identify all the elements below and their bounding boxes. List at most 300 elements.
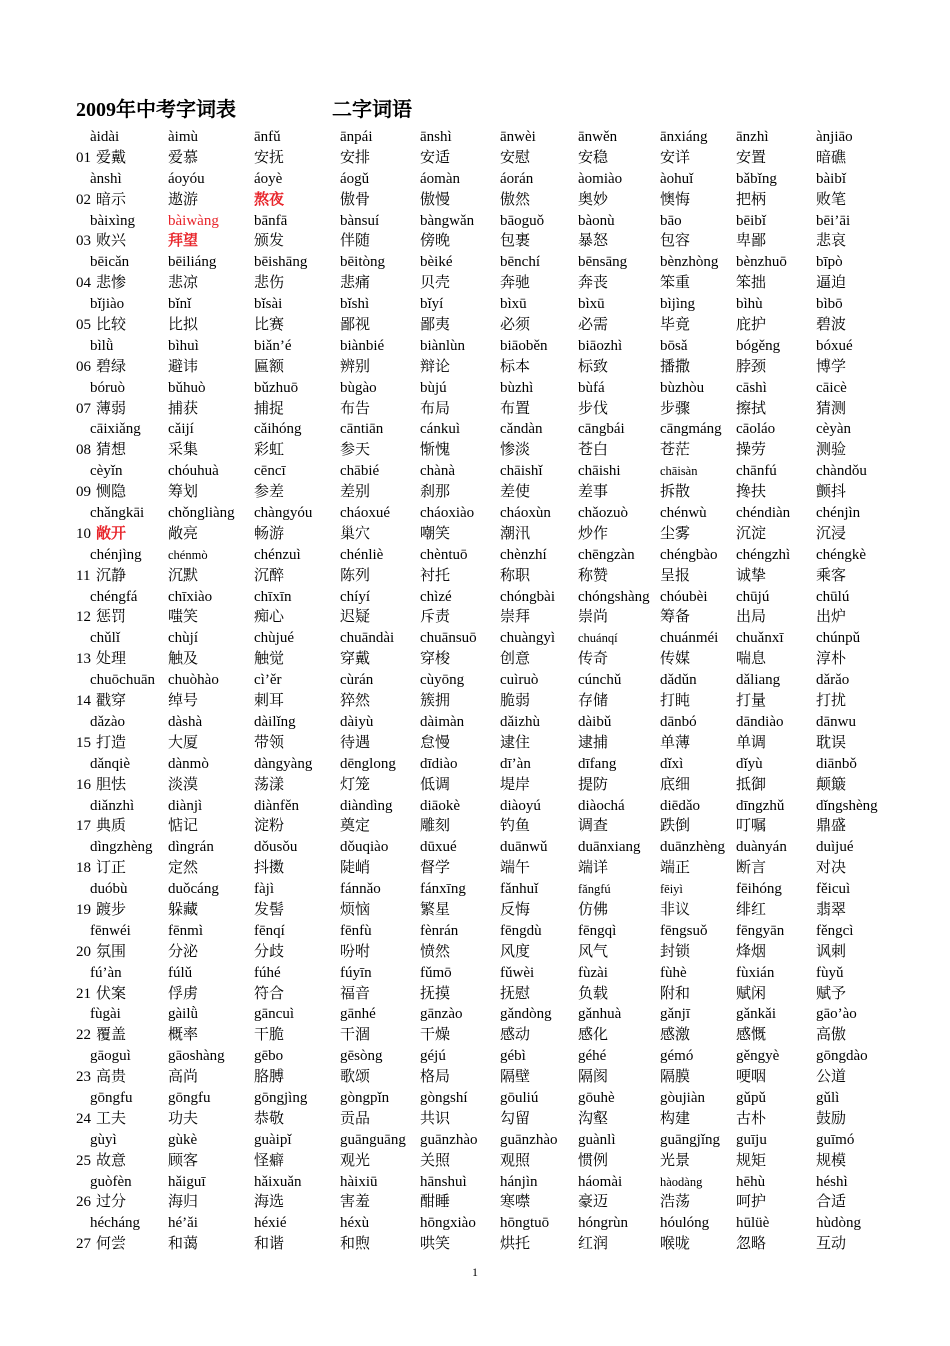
word-cell: 簇拥 — [420, 693, 451, 710]
pinyin-cell: biāozhì — [578, 337, 623, 354]
word-cell: 反悔 — [500, 901, 531, 918]
pinyin-cell: chàngyóu — [254, 505, 313, 522]
word-cell: 悲凉 — [168, 275, 199, 292]
pinyin-cell: gòujiàn — [660, 1089, 705, 1106]
word-row — [0, 1234, 950, 1255]
word-cell: 嗤笑 — [168, 609, 199, 626]
word-cell: 故意 — [96, 1152, 127, 1169]
word-cell: 浩荡 — [660, 1194, 691, 1211]
pinyin-cell: cì’ěr — [254, 672, 282, 689]
pinyin-cell: diāokè — [420, 797, 460, 814]
word-cell: 构建 — [660, 1110, 691, 1127]
pinyin-cell: fǔmō — [420, 964, 452, 981]
pinyin-cell: guānguāng — [340, 1131, 406, 1148]
word-cell: 猝然 — [340, 693, 371, 710]
pinyin-cell: fēnmì — [168, 922, 203, 939]
word-cell: 悲惨 — [96, 275, 127, 292]
pinyin-cell: gōuliú — [500, 1089, 539, 1106]
pinyin-cell: chànà — [420, 463, 455, 480]
pinyin-cell: hàixiū — [340, 1173, 378, 1190]
word-cell: 安置 — [736, 149, 767, 166]
pinyin-cell: ānfǔ — [254, 129, 281, 145]
pinyin-cell: héxù — [340, 1215, 370, 1232]
word-cell: 惯例 — [578, 1152, 609, 1169]
word-cell: 标本 — [500, 358, 531, 375]
pinyin-cell: chānfú — [736, 463, 777, 480]
pinyin-cell: dānwu — [816, 713, 856, 730]
pinyin-cell: bēitòng — [340, 254, 385, 271]
word-cell: 怪癖 — [254, 1152, 285, 1169]
word-cell: 沉醉 — [254, 567, 285, 584]
word-cell: 绯红 — [736, 901, 767, 918]
word-cell: 打盹 — [660, 693, 691, 710]
pinyin-cell: cēncī — [254, 463, 286, 480]
pinyin-cell: cúnchǔ — [578, 672, 622, 689]
pinyin-cell: diànjì — [168, 797, 203, 814]
pinyin-cell: gāncuì — [254, 1006, 294, 1023]
word-cell: 鄙夷 — [420, 317, 451, 334]
word-cell: 打扰 — [816, 693, 847, 710]
word-cell: 碧波 — [816, 317, 847, 334]
pinyin-row — [0, 921, 950, 942]
pinyin-row — [0, 1172, 950, 1193]
pinyin-cell: chénmò — [168, 547, 208, 562]
row-number: 11 — [76, 567, 91, 584]
pinyin-cell: bǐjiào — [90, 296, 125, 313]
word-row — [0, 524, 950, 545]
row-number: 26 — [76, 1194, 91, 1211]
pinyin-cell: bìjìng — [660, 296, 696, 313]
word-cell: 安详 — [660, 149, 691, 166]
pinyin-cell: cèyàn — [816, 421, 851, 438]
word-cell: 标致 — [578, 358, 609, 375]
word-row — [0, 1025, 950, 1046]
word-cell: 雕刻 — [420, 818, 451, 835]
pinyin-cell: áomàn — [420, 170, 460, 187]
word-row — [0, 1192, 950, 1213]
pinyin-row — [0, 712, 950, 733]
word-cell: 格局 — [420, 1069, 451, 1086]
word-row — [0, 1151, 950, 1172]
word-cell: 炒作 — [578, 525, 609, 542]
word-cell: 过分 — [96, 1194, 127, 1211]
word-cell: 笨拙 — [736, 275, 767, 292]
pinyin-cell: cāixiǎng — [90, 421, 141, 438]
word-cell: 测验 — [816, 442, 847, 459]
word-cell: 暗礁 — [816, 149, 847, 166]
word-cell: 海选 — [254, 1194, 285, 1211]
pinyin-cell: chuòhào — [168, 672, 219, 689]
word-cell: 胳膊 — [254, 1069, 285, 1086]
pinyin-row — [0, 503, 950, 524]
pinyin-cell: bógěng — [736, 337, 781, 354]
word-cell: 播撒 — [660, 358, 691, 375]
word-cell: 哄笑 — [420, 1236, 451, 1253]
word-cell: 互动 — [816, 1236, 847, 1253]
pinyin-cell: fēngdù — [500, 922, 542, 939]
pinyin-cell: géhé — [578, 1048, 607, 1065]
word-cell: 存储 — [578, 693, 609, 710]
pinyin-cell: hóulóng — [660, 1215, 710, 1232]
pinyin-cell: dǎizhù — [500, 713, 540, 730]
row-number: 05 — [76, 317, 91, 334]
word-cell: 必须 — [500, 317, 531, 334]
word-cell: 忽略 — [736, 1236, 767, 1253]
pinyin-cell: chéngbào — [660, 546, 718, 563]
pinyin-cell: dàimàn — [420, 713, 465, 730]
word-cell: 脆弱 — [500, 693, 531, 710]
pinyin-row — [0, 294, 950, 315]
word-cell: 辨别 — [340, 358, 371, 375]
word-cell: 和煦 — [340, 1236, 371, 1253]
pinyin-cell: gǎnhuà — [578, 1006, 622, 1023]
word-row — [0, 315, 950, 336]
word-cell: 抚摸 — [420, 985, 451, 1002]
pinyin-cell: guānzhào — [500, 1131, 558, 1148]
word-cell: 规矩 — [736, 1152, 767, 1169]
word-cell: 安慰 — [500, 149, 531, 166]
word-cell: 共识 — [420, 1110, 451, 1127]
pinyin-cell: chènzhí — [500, 546, 547, 563]
pinyin-cell: gāo’ào — [816, 1006, 857, 1023]
pinyin-cell: áoyóu — [168, 170, 205, 187]
word-cell: 称赞 — [578, 567, 609, 584]
word-cell: 奥妙 — [578, 191, 609, 208]
pinyin-cell: bùjú — [420, 379, 447, 396]
pinyin-cell: chíyí — [340, 588, 370, 605]
word-cell: 傲慢 — [420, 191, 451, 208]
word-cell: 覆盖 — [96, 1027, 127, 1044]
pinyin-cell: guīmó — [816, 1131, 855, 1148]
pinyin-cell: dǎdǔn — [660, 672, 697, 689]
pinyin-cell: bìlǜ — [90, 337, 114, 354]
pinyin-cell: bǐshì — [340, 296, 370, 313]
pinyin-cell: fùhè — [660, 964, 687, 981]
word-row — [0, 691, 950, 712]
word-cell: 贝壳 — [420, 275, 451, 292]
pinyin-cell: fú’àn — [90, 964, 122, 981]
pinyin-cell: dànmò — [168, 755, 209, 772]
pinyin-cell: àomiào — [578, 170, 623, 187]
word-cell: 陡峭 — [340, 860, 371, 877]
pinyin-cell: dǐngshèng — [816, 797, 878, 814]
pinyin-cell: duànyán — [736, 839, 787, 856]
word-cell: 胆怯 — [96, 776, 127, 793]
row-number: 02 — [76, 191, 91, 208]
pinyin-cell: gébì — [500, 1048, 526, 1065]
word-row — [0, 733, 950, 754]
pinyin-cell: bēi’āi — [816, 212, 851, 229]
word-cell: 比拟 — [168, 317, 199, 334]
word-cell: 感激 — [660, 1027, 691, 1044]
word-cell: 避讳 — [168, 358, 199, 375]
word-cell: 傲然 — [500, 191, 531, 208]
word-row — [0, 858, 950, 879]
pinyin-cell: áoyè — [254, 170, 283, 187]
word-cell: 对决 — [816, 860, 847, 877]
pinyin-cell: gòngpǐn — [340, 1089, 390, 1106]
pinyin-cell: cùrán — [340, 672, 374, 689]
word-cell: 高贵 — [96, 1069, 127, 1086]
pinyin-cell: bìbō — [816, 296, 843, 313]
word-cell: 大厦 — [168, 734, 199, 751]
word-cell: 猜测 — [816, 400, 847, 417]
pinyin-cell: fúlǔ — [168, 964, 193, 981]
word-cell: 高傲 — [816, 1027, 847, 1044]
pinyin-cell: bāoguǒ — [500, 212, 545, 229]
pinyin-cell: bìhuì — [168, 337, 199, 354]
word-cell: 酣睡 — [420, 1194, 451, 1211]
word-cell: 感化 — [578, 1027, 609, 1044]
word-cell: 分歧 — [254, 943, 285, 960]
word-cell: 烘托 — [500, 1236, 531, 1253]
pinyin-cell: chāisàn — [660, 464, 698, 479]
pinyin-cell: héxié — [254, 1215, 287, 1232]
pinyin-cell: diàoyú — [500, 797, 541, 814]
row-number: 15 — [76, 734, 91, 751]
word-cell: 诚挚 — [736, 567, 767, 584]
row-number: 17 — [76, 818, 91, 835]
word-cell: 安稳 — [578, 149, 609, 166]
word-cell: 惭愧 — [420, 442, 451, 459]
word-cell: 伴随 — [340, 233, 371, 250]
word-cell: 抖擞 — [254, 860, 285, 877]
word-cell: 传奇 — [578, 651, 609, 668]
word-cell: 赋闲 — [736, 985, 767, 1002]
pinyin-row — [0, 628, 950, 649]
word-cell: 带领 — [254, 734, 285, 751]
pinyin-cell: chóubèi — [660, 588, 708, 605]
word-cell: 踱步 — [96, 901, 127, 918]
word-cell: 淳朴 — [816, 651, 847, 668]
row-number: 24 — [76, 1110, 91, 1127]
pinyin-cell: chuāndài — [340, 630, 395, 647]
pinyin-cell: cāshì — [736, 379, 767, 396]
word-cell: 概率 — [168, 1027, 199, 1044]
row-number: 09 — [76, 484, 91, 501]
word-cell: 差事 — [578, 484, 609, 501]
word-row — [0, 984, 950, 1005]
pinyin-cell: bēishāng — [254, 254, 308, 271]
word-cell: 穿梭 — [420, 651, 451, 668]
pinyin-cell: bìhù — [736, 296, 763, 313]
pinyin-cell: cháoxùn — [500, 505, 551, 522]
pinyin-cell: fǔwèi — [500, 964, 535, 981]
word-row — [0, 273, 950, 294]
word-cell: 荡漾 — [254, 776, 285, 793]
word-cell: 哽咽 — [736, 1069, 767, 1086]
pinyin-cell: fúhé — [254, 964, 281, 981]
pinyin-cell: cèyǐn — [90, 463, 123, 480]
pinyin-cell: bèiké — [420, 254, 453, 271]
pinyin-cell: chuánméi — [660, 630, 719, 647]
pinyin-cell: bànsuí — [340, 212, 380, 229]
word-cell: 沉浸 — [816, 525, 847, 542]
pinyin-cell: dīfang — [578, 755, 617, 772]
pinyin-cell: bīpò — [816, 254, 843, 271]
pinyin-cell: bìxū — [500, 296, 527, 313]
word-cell: 工夫 — [96, 1110, 127, 1127]
word-cell: 毕竟 — [660, 317, 691, 334]
pinyin-cell: dānbó — [660, 713, 697, 730]
pinyin-row — [0, 670, 950, 691]
pinyin-cell: chóngshàng — [578, 588, 650, 605]
pinyin-row — [0, 211, 950, 232]
word-row — [0, 231, 950, 252]
word-cell: 触及 — [168, 651, 199, 668]
word-cell: 绰号 — [168, 693, 199, 710]
pinyin-cell: chīxīn — [254, 588, 292, 605]
pinyin-cell: dīngzhǔ — [736, 797, 785, 814]
pinyin-cell: bǐnǐ — [168, 296, 192, 313]
row-number: 01 — [76, 149, 91, 166]
row-number: 27 — [76, 1236, 91, 1253]
pinyin-cell: duìjué — [816, 839, 854, 856]
word-cell: 喘息 — [736, 651, 767, 668]
pinyin-cell: diēdǎo — [660, 797, 700, 814]
pinyin-cell: cuìruò — [500, 672, 539, 689]
word-cell: 称职 — [500, 567, 531, 584]
word-cell: 钓鱼 — [500, 818, 531, 835]
pinyin-row — [0, 837, 950, 858]
word-row — [0, 148, 950, 169]
word-cell: 筹划 — [168, 484, 199, 501]
pinyin-cell: chǔlǐ — [90, 630, 120, 647]
word-cell: 端详 — [578, 860, 609, 877]
word-cell: 尘雾 — [660, 525, 691, 542]
pinyin-cell: gǎndòng — [500, 1006, 552, 1023]
pinyin-row — [0, 461, 950, 482]
row-number: 03 — [76, 233, 91, 250]
pinyin-cell: chuǎnxī — [736, 630, 784, 647]
pinyin-cell: gōngfu — [90, 1089, 133, 1106]
pinyin-row — [0, 252, 950, 273]
pinyin-cell: dàibǔ — [578, 713, 612, 730]
pinyin-cell: bǐsài — [254, 296, 283, 313]
pinyin-cell: chēngzàn — [578, 546, 635, 563]
pinyin-cell: hǎixuǎn — [254, 1173, 302, 1190]
word-cell: 沟壑 — [578, 1110, 609, 1127]
pinyin-cell: gěngyè — [736, 1048, 780, 1065]
word-cell: 悲痛 — [340, 275, 371, 292]
pinyin-cell: fánnǎo — [340, 881, 381, 898]
pinyin-cell: bǔzhuō — [254, 379, 299, 396]
pinyin-cell: chāishǐ — [500, 463, 543, 480]
pinyin-cell: dūxué — [420, 839, 457, 856]
word-cell: 传媒 — [660, 651, 691, 668]
row-number: 16 — [76, 776, 91, 793]
pinyin-cell: duānxiang — [578, 839, 641, 856]
word-cell: 烽烟 — [736, 943, 767, 960]
pinyin-cell: biànbié — [340, 337, 385, 354]
pinyin-cell: cháoxiào — [420, 505, 475, 522]
word-cell: 崇拜 — [500, 609, 531, 626]
word-cell: 拆散 — [660, 484, 691, 501]
pinyin-cell: fēnfù — [340, 922, 372, 939]
word-cell: 鼎盛 — [816, 818, 847, 835]
word-cell: 脖颈 — [736, 358, 767, 375]
pinyin-cell: bàngwǎn — [420, 212, 475, 229]
pinyin-cell: chénliè — [340, 546, 384, 563]
pinyin-cell: biànlùn — [420, 337, 465, 354]
pinyin-cell: chuàngyì — [500, 630, 555, 647]
word-cell: 步骤 — [660, 400, 691, 417]
pinyin-cell: dǎzào — [90, 713, 125, 730]
word-cell: 端正 — [660, 860, 691, 877]
word-cell: 薄弱 — [96, 400, 127, 417]
row-number: 21 — [76, 985, 91, 1002]
pinyin-cell: gāoshàng — [168, 1048, 225, 1065]
word-cell: 颤抖 — [816, 484, 847, 501]
word-cell: 潮汛 — [500, 525, 531, 542]
pinyin-cell: fēngyān — [736, 922, 785, 939]
pinyin-cell: chǒngliàng — [168, 505, 235, 522]
pinyin-cell: biāoběn — [500, 337, 548, 354]
pinyin-cell: dàshà — [168, 713, 203, 730]
word-cell: 合适 — [816, 1194, 847, 1211]
pinyin-cell: cháoxué — [340, 505, 390, 522]
word-cell: 低调 — [420, 776, 451, 793]
pinyin-cell: guīju — [736, 1131, 767, 1148]
pinyin-cell: chùjué — [254, 630, 294, 647]
pinyin-cell: chuánqí — [578, 631, 618, 646]
word-cell: 干涸 — [340, 1027, 371, 1044]
pinyin-cell: bùfá — [578, 379, 605, 396]
word-cell: 庇护 — [736, 317, 767, 334]
pinyin-cell: hōngtuō — [500, 1215, 550, 1232]
pinyin-cell: gǎnkǎi — [736, 1006, 776, 1023]
row-number: 23 — [76, 1069, 91, 1086]
word-cell: 筹备 — [660, 609, 691, 626]
word-cell: 观光 — [340, 1152, 371, 1169]
word-cell: 巢穴 — [340, 525, 371, 542]
pinyin-cell: cāntiān — [340, 421, 384, 438]
word-cell: 伏案 — [96, 985, 127, 1002]
word-cell: 鄙视 — [340, 317, 371, 334]
pinyin-cell: hānshuì — [420, 1173, 467, 1190]
word-cell: 害羞 — [340, 1194, 371, 1211]
word-cell: 苍白 — [578, 442, 609, 459]
word-cell: 惨淡 — [500, 442, 531, 459]
word-cell: 公道 — [816, 1069, 847, 1086]
word-cell: 悲伤 — [254, 275, 285, 292]
pinyin-cell: dīdiào — [420, 755, 458, 772]
pinyin-row — [0, 963, 950, 984]
pinyin-cell: fēiyì — [660, 882, 683, 897]
word-cell: 参天 — [340, 442, 371, 459]
pinyin-cell: fǎnhuǐ — [500, 881, 539, 898]
word-cell: 操劳 — [736, 442, 767, 459]
pinyin-cell: gòngshí — [420, 1089, 468, 1106]
pinyin-cell: gùkè — [168, 1131, 198, 1148]
pinyin-cell: biǎn’é — [254, 337, 292, 354]
pinyin-cell: héshì — [816, 1173, 848, 1190]
word-cell: 笨重 — [660, 275, 691, 292]
row-number: 20 — [76, 943, 91, 960]
pinyin-cell: géjú — [420, 1048, 446, 1065]
pinyin-cell: fēnwéi — [90, 922, 131, 939]
word-cell: 单调 — [736, 734, 767, 751]
pinyin-row — [0, 1130, 950, 1151]
word-cell: 安排 — [340, 149, 371, 166]
word-cell: 拜望 — [168, 233, 199, 250]
word-cell: 福音 — [340, 985, 371, 1002]
pinyin-cell: chūlú — [816, 588, 850, 605]
word-cell: 包裹 — [500, 233, 531, 250]
pinyin-cell: háomài — [578, 1173, 623, 1190]
word-cell: 卑鄙 — [736, 233, 767, 250]
word-cell: 恭敬 — [254, 1110, 285, 1127]
